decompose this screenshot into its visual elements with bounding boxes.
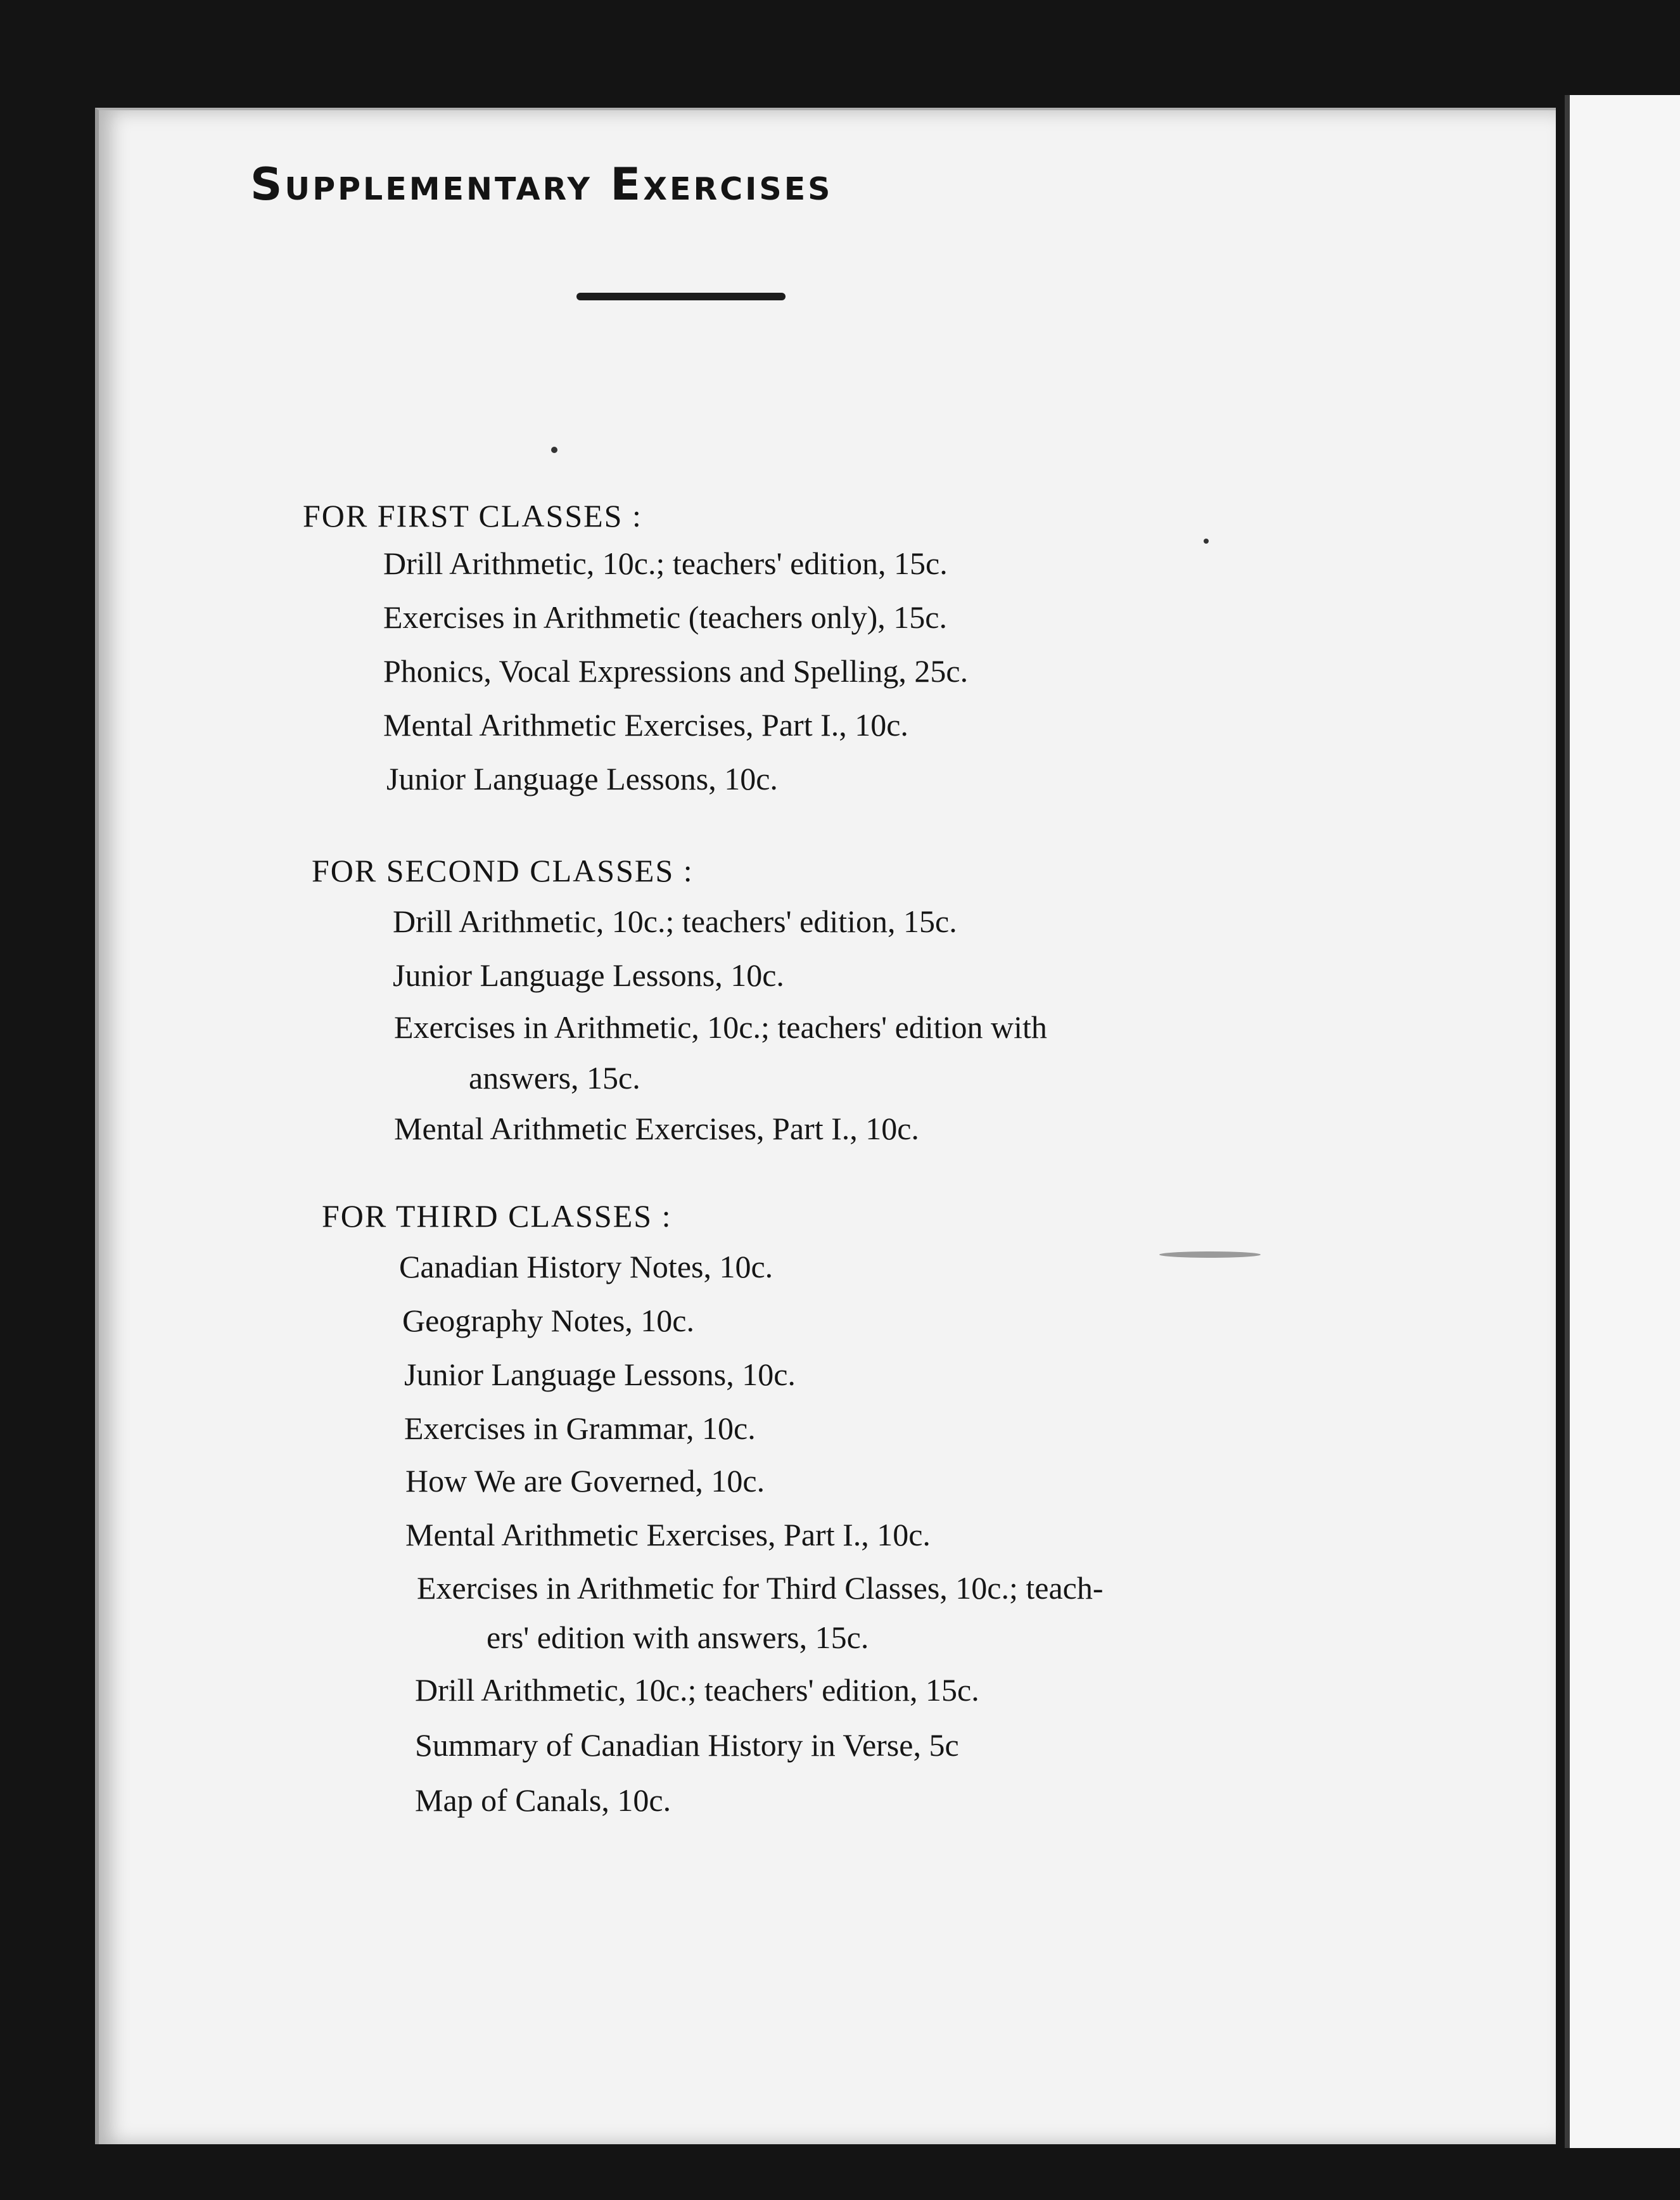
list-item: Exercises in Arithmetic, 10c.; teachers' edition with <box>394 1009 1047 1045</box>
list-item: Summary of Canadian History in Verse, 5c <box>415 1727 959 1763</box>
list-item: Exercises in Grammar, 10c. <box>404 1410 756 1446</box>
list-item: Junior Language Lessons, 10c. <box>393 957 784 993</box>
title-rule <box>576 293 786 300</box>
list-item: Drill Arithmetic, 10c.; teachers' edition, 15c. <box>383 546 948 581</box>
list-item: Mental Arithmetic Exercises, Part I., 10c. <box>394 1111 919 1146</box>
section-heading-second: FOR SECOND CLASSES : <box>312 853 694 888</box>
list-item: Phonics, Vocal Expressions and Spelling, 25c. <box>383 653 969 689</box>
list-item: Exercises in Arithmetic (teachers only), 15c. <box>383 599 947 635</box>
list-item: Geography Notes, 10c. <box>402 1303 694 1338</box>
facing-page-edge <box>1565 95 1680 2148</box>
list-item: Map of Canals, 10c. <box>415 1782 671 1818</box>
list-item-continuation: ers' edition with answers, 15c. <box>487 1620 869 1655</box>
scan-smudge <box>1159 1251 1261 1258</box>
list-item: Drill Arithmetic, 10c.; teachers' edition, 15c. <box>393 904 957 939</box>
page-title: Supplementary Exercises <box>250 158 833 210</box>
scan-speck <box>551 447 557 453</box>
list-item: Junior Language Lessons, 10c. <box>386 761 778 796</box>
list-item-continuation: answers, 15c. <box>469 1060 640 1096</box>
section-heading-first: FOR FIRST CLASSES : <box>303 498 642 534</box>
list-item: Drill Arithmetic, 10c.; teachers' edition, 15c. <box>415 1672 979 1708</box>
section-heading-third: FOR THIRD CLASSES : <box>322 1198 672 1234</box>
list-item: Mental Arithmetic Exercises, Part I., 10c. <box>405 1517 931 1552</box>
list-item: Junior Language Lessons, 10c. <box>404 1357 796 1392</box>
list-item: Canadian History Notes, 10c. <box>399 1249 773 1284</box>
scan-speck <box>1204 539 1209 544</box>
list-item: Exercises in Arithmetic for Third Classes, 10c.; teach- <box>417 1570 1104 1606</box>
list-item: Mental Arithmetic Exercises, Part I., 10c. <box>383 707 908 743</box>
list-item: How We are Governed, 10c. <box>405 1463 765 1499</box>
